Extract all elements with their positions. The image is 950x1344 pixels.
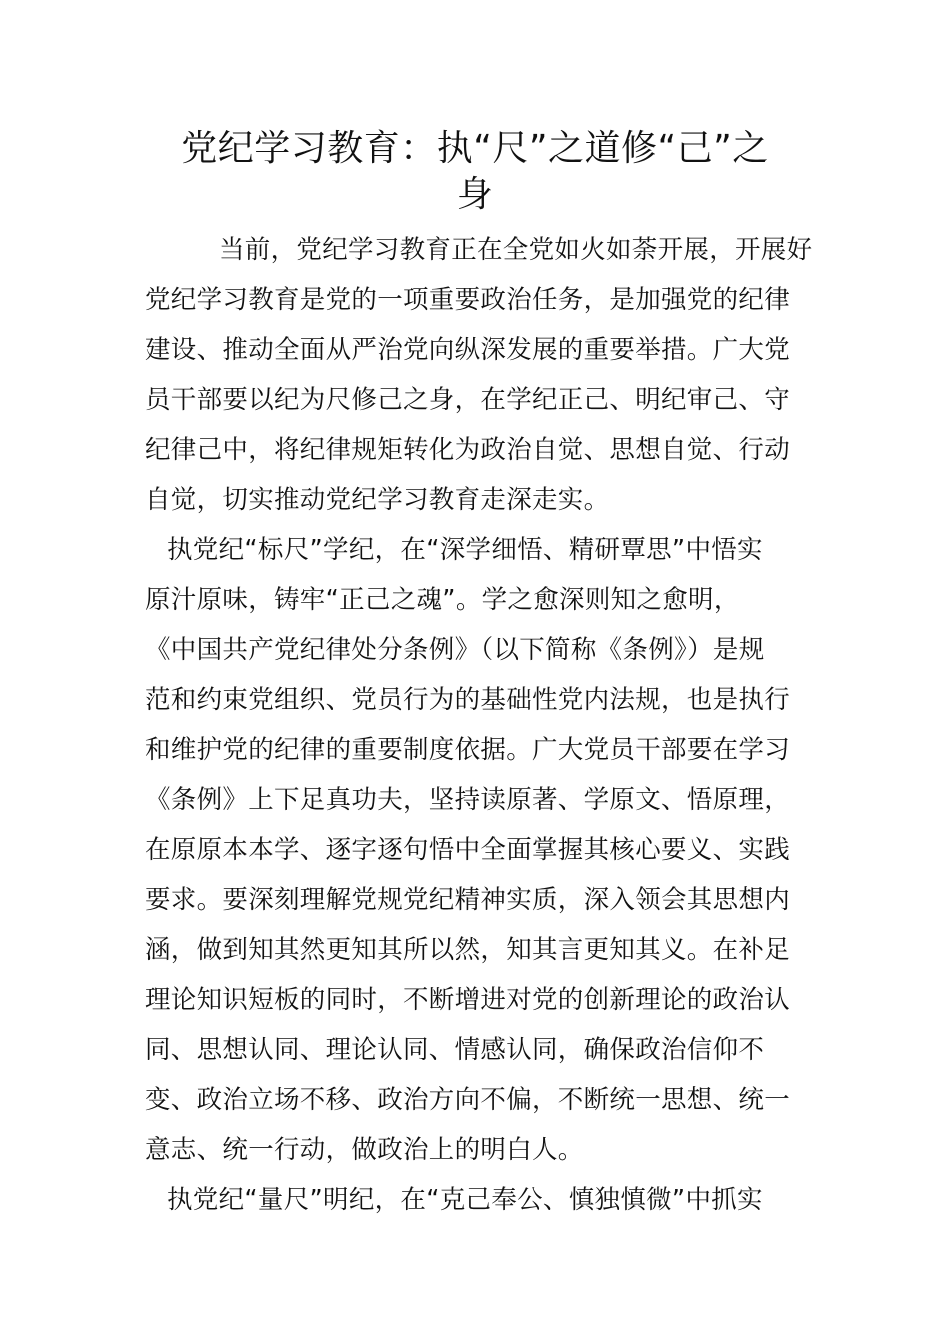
text-line: 纪律己中，将纪律规矩转化为政治自觉、思想自觉、行动 [145, 435, 791, 465]
text-line: 员干部要以纪为尺修己之身，在学纪正己、明纪审己、守 [145, 385, 791, 415]
title-line-1: 党纪学习教育：执“尺”之道修“己”之 [181, 128, 769, 169]
text-line: 要求。要深刻理解党规党纪精神实质，深入领会其思想内 [145, 885, 791, 915]
document-title [140, 126, 810, 218]
text-line: 执党纪“量尺”明纪，在“克己奉公、慎独慎微”中抓实 [167, 1185, 763, 1215]
text-line: 原汁原味，铸牢“正己之魂”。学之愈深则知之愈明， [145, 585, 740, 615]
text-line: 和维护党的纪律的重要制度依据。广大党员干部要在学习 [145, 735, 791, 765]
text-line: 《条例》上下足真功夫，坚持读原著、学原文、悟原理， [145, 785, 791, 815]
text-line: 涵，做到知其然更知其所以然，知其言更知其义。在补足 [145, 935, 791, 965]
text-line: 当前，党纪学习教育正在全党如火如荼开展，开展好 [219, 235, 813, 265]
document-body [145, 225, 815, 1225]
title-line-2: 身 [456, 174, 494, 215]
text-line: 理论知识短板的同时，不断增进对党的创新理论的政治认 [145, 985, 791, 1015]
text-line: 党纪学习教育是党的一项重要政治任务，是加强党的纪律 [145, 285, 791, 315]
text-line: 执党纪“标尺”学纪，在“深学细悟、精研覃思”中悟实 [167, 535, 763, 565]
text-line: 在原原本本学、逐字逐句悟中全面掌握其核心要义、实践 [145, 835, 791, 865]
text-line: 范和约束党组织、党员行为的基础性党内法规，也是执行 [145, 685, 791, 715]
text-line: 自觉，切实推动党纪学习教育走深走实。 [145, 485, 610, 515]
text-line: 《中国共产党纪律处分条例》（以下简称《条例》）是规 [145, 635, 765, 665]
text-line: 同、思想认同、理论认同、情感认同，确保政治信仰不 [145, 1035, 765, 1065]
text-line: 意志、统一行动，做政治上的明白人。 [145, 1135, 584, 1165]
text-line: 建设、推动全面从严治党向纵深发展的重要举措。广大党 [145, 335, 791, 365]
text-line: 变、政治立场不移、政治方向不偏，不断统一思想、统一 [145, 1085, 791, 1115]
